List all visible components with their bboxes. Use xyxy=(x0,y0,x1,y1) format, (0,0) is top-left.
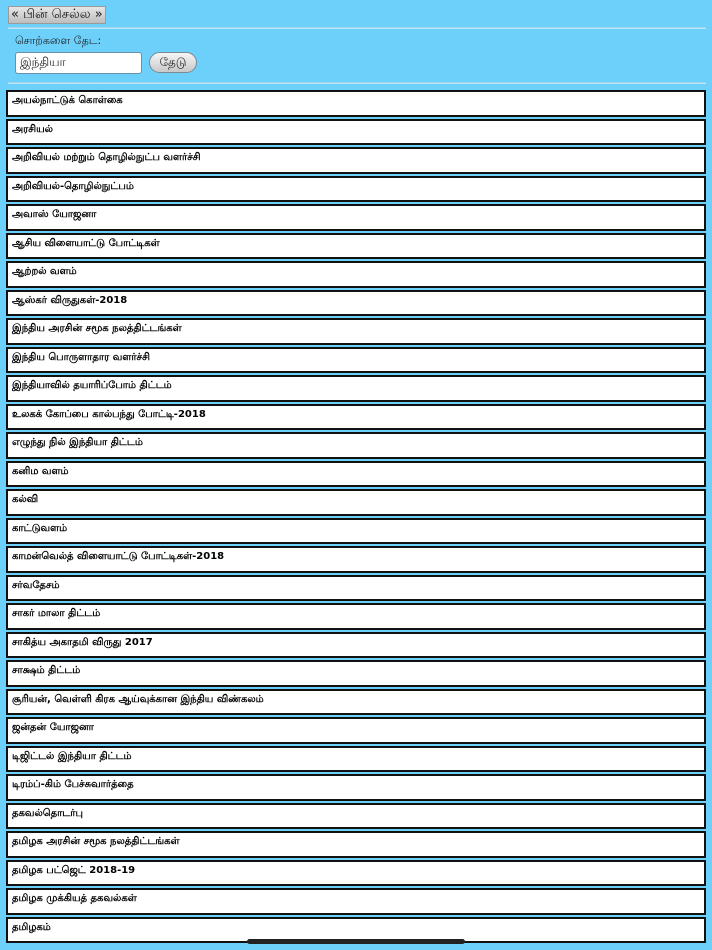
topic-list-item[interactable]: ஆற்றல் வளம் xyxy=(6,261,706,288)
topic-list-item[interactable]: கனிம வளம் xyxy=(6,461,706,488)
topic-list-item[interactable]: அறிவியல் மற்றும் தொழில்நுட்ப வளர்ச்சி xyxy=(6,147,706,174)
topic-list-item[interactable]: டிரம்ப்-கிம் பேச்சுவார்த்தை xyxy=(6,774,706,801)
topic-list-item[interactable]: தமிழக முக்கியத் தகவல்கள் xyxy=(6,888,706,915)
search-form xyxy=(0,28,712,80)
topic-list-item[interactable]: கல்வி xyxy=(6,489,706,516)
topic-list-item[interactable]: சர்வதேசம் xyxy=(6,575,706,602)
topic-list-item[interactable]: சாகித்ய அகாதமி விருது 2017 xyxy=(6,632,706,659)
topic-list-item[interactable]: தமிழக பட்ஜெட் 2018-19 xyxy=(6,860,706,887)
topic-list-item[interactable]: அரசியல் xyxy=(6,119,706,146)
topic-list-item[interactable]: காட்டுவளம் xyxy=(6,518,706,545)
topic-list-item[interactable]: காமன்வெல்த் விளையாட்டு போட்டிகள்-2018 xyxy=(6,546,706,573)
home-indicator xyxy=(247,939,465,944)
search-button[interactable]: தேடு xyxy=(149,52,197,73)
topic-list-item[interactable]: உலகக் கோப்பை கால்பந்து போட்டி-2018 xyxy=(6,404,706,431)
topic-list-item[interactable]: சூரியன், வெள்ளி கிரக ஆய்வுக்கான இந்திய விண்கலம் xyxy=(6,689,706,716)
topic-list-item[interactable]: இந்தியாவில் தயாரிப்போம் திட்டம் xyxy=(6,375,706,402)
topic-list-item[interactable]: சாக்ஷம் திட்டம் xyxy=(6,660,706,687)
topic-list-item[interactable]: அறிவியல்-தொழில்நுட்பம் xyxy=(6,176,706,203)
topic-list-item[interactable]: ஜன்தன் யோஜனா xyxy=(6,717,706,744)
topic-list xyxy=(6,90,706,945)
topic-list-item[interactable]: தகவல்தொடர்பு xyxy=(6,803,706,830)
top-bar xyxy=(0,0,712,26)
topic-list-item[interactable]: தமிழகம் xyxy=(6,917,706,944)
topic-list-item[interactable]: இந்திய அரசின் சமூக நலத்திட்டங்கள் xyxy=(6,318,706,345)
topic-list-item[interactable]: எழுந்து நில் இந்தியா திட்டம் xyxy=(6,432,706,459)
topic-list-item[interactable]: அயல்நாட்டுக் கொள்கை xyxy=(6,90,706,117)
topic-list-item[interactable]: டிஜிட்டல் இந்தியா திட்டம் xyxy=(6,746,706,773)
topic-list-item[interactable]: ஆசிய விளையாட்டு போட்டிகள் xyxy=(6,233,706,260)
topic-list-item[interactable]: தமிழக அரசின் சமூக நலத்திட்டங்கள் xyxy=(6,831,706,858)
divider-bottom xyxy=(8,82,706,84)
topic-list-item[interactable]: சாகர் மாலா திட்டம் xyxy=(6,603,706,630)
topic-list-item[interactable]: அவாஸ் யோஜனா xyxy=(6,204,706,231)
search-label: சொற்களை தேட: xyxy=(15,34,102,47)
topic-list-item[interactable]: இந்திய பொருளாதார வளர்ச்சி xyxy=(6,347,706,374)
search-input[interactable] xyxy=(15,52,142,74)
topic-list-item[interactable]: ஆஸ்கர் விருதுகள்-2018 xyxy=(6,290,706,317)
back-button[interactable]: « பின் செல்ல » xyxy=(8,6,106,24)
